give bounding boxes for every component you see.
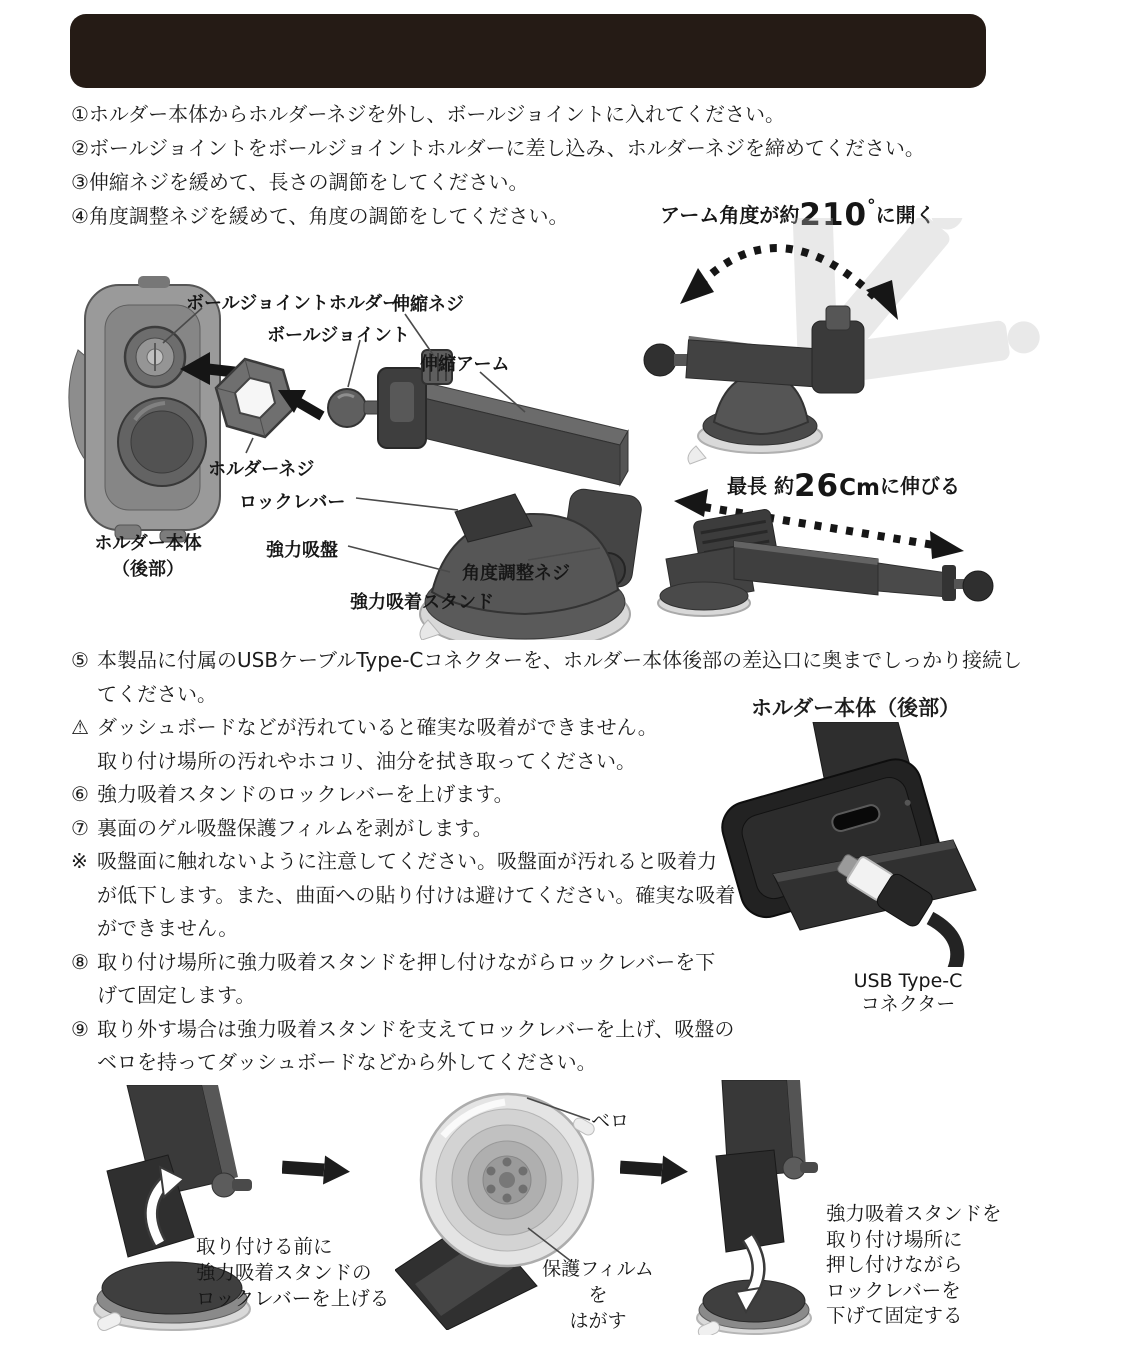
- usb-caption-line2: コネクター: [860, 993, 956, 1015]
- step-text: ができません。: [97, 916, 239, 940]
- caption-fix-line5: 下げて固定する: [826, 1304, 963, 1327]
- label-holder-body-rear: [88, 531, 208, 583]
- arm-angle-prefix: アーム角度が約: [660, 203, 800, 227]
- caption-before-line1: 取り付ける前に: [196, 1235, 333, 1258]
- step-marker: ⑤: [71, 648, 89, 672]
- caption-fix-line2: 取り付け場所に: [826, 1227, 963, 1251]
- top-step-3: ③伸縮ネジを緩めて、長さの調節をしてください。: [71, 170, 529, 194]
- caption-before-line3: ロックレバーを上げる: [196, 1287, 390, 1310]
- label-film-line2: はがす: [569, 1310, 627, 1332]
- holder-body-photo: [69, 276, 220, 542]
- usb-cable: [930, 918, 957, 967]
- label-holder-body-line1: ホルダー本体: [94, 533, 202, 554]
- extend-suffix: に伸びる: [879, 474, 960, 498]
- label-holder-screw: ホルダーネジ: [208, 459, 315, 480]
- label-protective-film: [536, 1256, 660, 1334]
- label-ball-joint-holder: ボールジョイントホルダー: [186, 293, 401, 314]
- step-marker: ⑦: [71, 815, 89, 840]
- caption-fix-line3: 押し付けながら: [826, 1253, 963, 1276]
- extend-value: 26: [793, 468, 840, 504]
- extend-unit: Cm: [839, 475, 880, 501]
- caption-fix-line1: 強力吸着スタンドを: [826, 1202, 1002, 1225]
- step-text: ダッシュボードなどが汚れていると確実な吸着ができません。: [97, 715, 658, 739]
- step-marker: ⑧: [71, 949, 89, 974]
- label-film-line1: 保護フィルムを: [542, 1258, 654, 1306]
- arm-angle-suffix: に開く: [875, 203, 936, 227]
- flow-arrow-2: [620, 1150, 690, 1190]
- label-extension-arm: 伸縮アーム: [420, 354, 510, 375]
- step-text: が低下します。また、曲面への貼り付けは避けてください。確実な吸着: [97, 882, 736, 907]
- step-text: てください。: [97, 681, 217, 706]
- step-marker: ⑨: [71, 1016, 89, 1041]
- top-step-4: ④角度調整ネジを緩めて、角度の調節をしてください。: [71, 204, 569, 228]
- label-tab-bero: ベロ: [591, 1110, 630, 1132]
- caption-before-attach: [196, 1234, 389, 1312]
- label-angle-adjust-screw: 角度調整ネジ: [462, 563, 570, 584]
- extended-arm-body: [658, 509, 993, 616]
- step-text: 強力吸着スタンドのロックレバーを上げます。: [97, 782, 514, 806]
- step-marker: ※: [71, 849, 88, 873]
- usb-connection-photo: [718, 722, 993, 967]
- step-text: げて固定します。: [97, 983, 256, 1007]
- label-extension-screw: 伸縮ネジ: [392, 294, 464, 315]
- step-text: 裏面のゲル吸盤保護フィルムを剥がします。: [97, 815, 493, 840]
- usb-panel-heading: ホルダー本体（後部）: [751, 696, 961, 720]
- arm-angle-illustration: [630, 218, 1090, 470]
- caption-fix-stand: [826, 1201, 1002, 1329]
- caption-before-line2: 強力吸着スタンドの: [196, 1261, 372, 1284]
- mid-step-line: [71, 644, 1022, 678]
- mid-step-line: [71, 1013, 1022, 1047]
- warning-icon: ⚠: [71, 715, 89, 739]
- extend-prefix: 最長 約: [727, 474, 794, 498]
- caption-fix-line4: ロックレバーを: [826, 1278, 961, 1302]
- arm-angle-value: 210: [799, 197, 868, 233]
- step-marker: ⑥: [71, 782, 89, 806]
- label-suction-stand: 強力吸着スタンド: [350, 592, 494, 613]
- ball-joint-holder-socket: [125, 327, 185, 387]
- step-text: 取り付け場所に強力吸着スタンドを押し付けながらロックレバーを下: [97, 949, 716, 974]
- step-text: 取り付け場所の汚れやホコリ、油分を拭き取ってください。: [97, 748, 636, 773]
- step-text: 取り外す場合は強力吸着スタンドを支えてロックレバーを上げ、吸盤の: [97, 1016, 735, 1041]
- label-ball-joint: ボールジョイント: [267, 325, 410, 346]
- step-text: ベロを持ってダッシュボードなどから外してください。: [97, 1050, 597, 1074]
- usb-caption-line1: USB Type-C: [853, 970, 963, 992]
- extended-arm-illustration: [630, 455, 1100, 640]
- top-step-1: ①ホルダー本体からホルダーネジを外し、ボールジョイントに入れてください。: [71, 102, 786, 126]
- photo-lever-down: [692, 1080, 820, 1335]
- usb-connector-caption: [843, 970, 973, 1016]
- arm-on-base: [644, 306, 864, 464]
- label-lock-lever: ロックレバー: [239, 492, 346, 513]
- degree-symbol: °: [867, 196, 876, 216]
- label-suction-cup: 強力吸盤: [266, 540, 338, 561]
- flow-arrow-1: [282, 1150, 352, 1190]
- step-text: 吸盤面に触れないように注意してください。吸盤面が汚れると吸着力: [97, 849, 717, 873]
- mid-step-line: [71, 1046, 1022, 1080]
- header-bar: [70, 14, 986, 88]
- label-holder-body-line2: （後部）: [112, 559, 184, 580]
- step-text: 本製品に付属のUSBケーブルType-Cコネクターを、ホルダー本体後部の差込口に奥までしっかり接続し: [97, 648, 1023, 672]
- top-step-2: ②ボールジョイントをボールジョイントホルダーに差し込み、ホルダーネジを締めてください。: [71, 136, 925, 160]
